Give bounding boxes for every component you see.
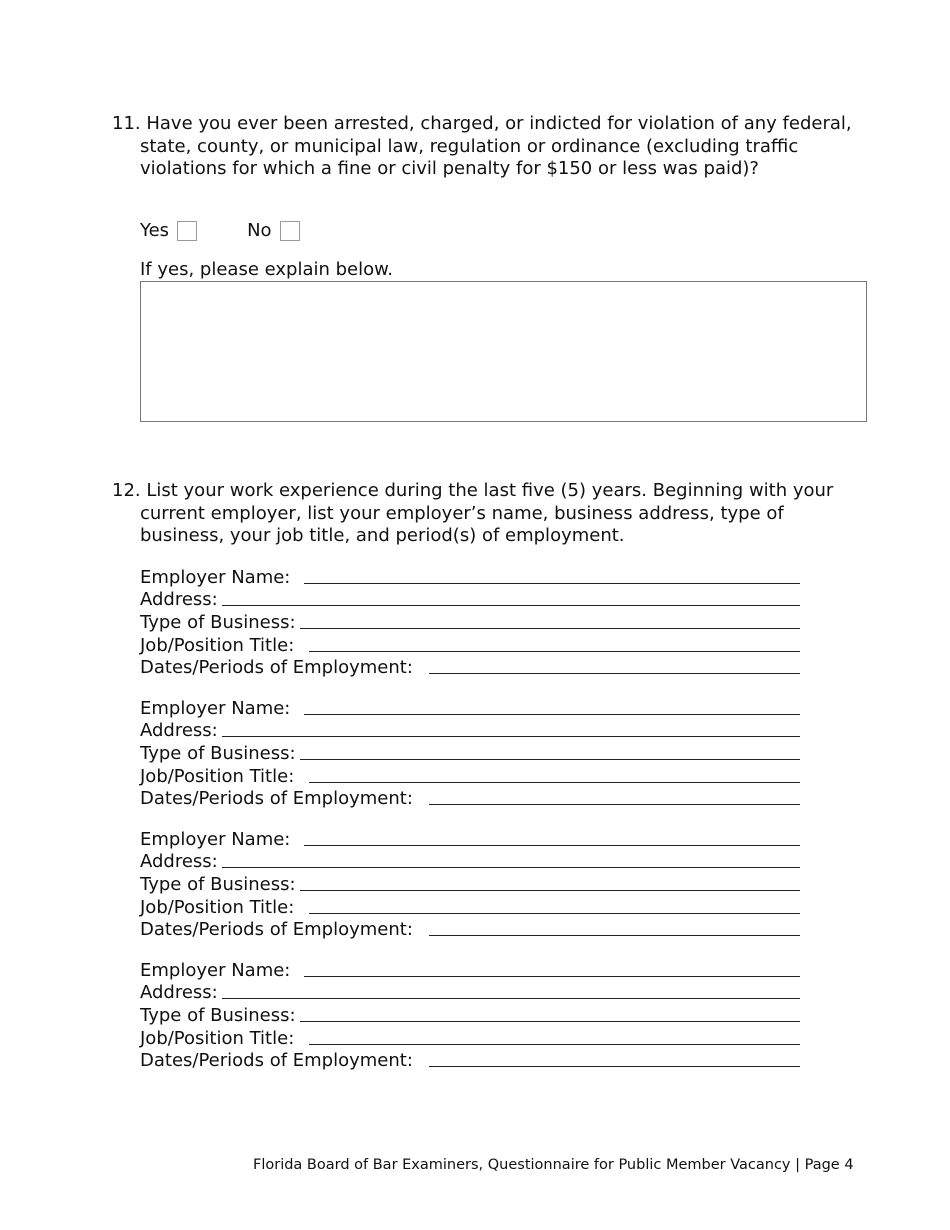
dates-field xyxy=(140,918,800,941)
address-field xyxy=(140,588,800,611)
explanation-textbox[interactable] xyxy=(140,281,867,422)
business-type-field xyxy=(140,1003,800,1026)
job-title-label: Job/Position Title: xyxy=(140,765,295,787)
dates-label: Dates/Periods of Employment: xyxy=(140,788,413,810)
job-title-field xyxy=(140,764,800,787)
question-11 xyxy=(112,113,852,181)
business-type-blank[interactable] xyxy=(300,872,800,891)
employer-block xyxy=(140,696,800,809)
job-title-blank[interactable] xyxy=(309,1026,800,1045)
address-label: Address: xyxy=(140,589,218,611)
employer-name-field xyxy=(140,958,800,981)
job-title-field xyxy=(140,1026,800,1049)
address-label: Address: xyxy=(140,982,218,1004)
business-type-label: Type of Business: xyxy=(140,1004,296,1026)
no-checkbox[interactable] xyxy=(280,221,300,241)
business-type-field xyxy=(140,741,800,764)
business-type-blank[interactable] xyxy=(300,1003,800,1022)
dates-label: Dates/Periods of Employment: xyxy=(140,1050,413,1072)
employer-block xyxy=(140,565,800,678)
employer-name-field xyxy=(140,827,800,850)
business-type-blank[interactable] xyxy=(300,741,800,760)
employer-block xyxy=(140,827,800,940)
job-title-field xyxy=(140,633,800,656)
address-blank[interactable] xyxy=(222,587,800,606)
employer-name-blank[interactable] xyxy=(304,565,800,584)
business-type-field xyxy=(140,872,800,895)
dates-blank[interactable] xyxy=(429,1048,800,1067)
address-field xyxy=(140,719,800,742)
business-type-label: Type of Business: xyxy=(140,612,296,634)
employer-list xyxy=(140,565,800,1089)
employer-name-field xyxy=(140,565,800,588)
dates-blank[interactable] xyxy=(429,786,800,805)
business-type-label: Type of Business: xyxy=(140,873,296,895)
employer-name-field xyxy=(140,696,800,719)
address-blank[interactable] xyxy=(222,980,800,999)
job-title-blank[interactable] xyxy=(309,764,800,783)
employer-name-blank[interactable] xyxy=(304,696,800,715)
employer-name-blank[interactable] xyxy=(304,958,800,977)
dates-blank[interactable] xyxy=(429,917,800,936)
dates-label: Dates/Periods of Employment: xyxy=(140,919,413,941)
employer-block xyxy=(140,958,800,1071)
address-field xyxy=(140,850,800,873)
question-12 xyxy=(112,480,852,548)
employer-name-label: Employer Name: xyxy=(140,697,291,719)
employer-name-label: Employer Name: xyxy=(140,828,291,850)
address-label: Address: xyxy=(140,720,218,742)
no-option[interactable] xyxy=(247,220,299,242)
employer-name-label: Employer Name: xyxy=(140,566,291,588)
yes-no-options xyxy=(140,220,350,242)
explain-label: If yes, please explain below. xyxy=(140,259,393,280)
yes-option[interactable] xyxy=(140,220,197,242)
question-12-text: 12. List your work experience during the last five (5) years. Beginning with your current employer, list your employer’s name, business address, type of business, your job title, and period(s) of employment. xyxy=(112,480,834,546)
dates-label: Dates/Periods of Employment: xyxy=(140,657,413,679)
job-title-blank[interactable] xyxy=(309,895,800,914)
dates-field xyxy=(140,787,800,810)
dates-field xyxy=(140,656,800,679)
address-blank[interactable] xyxy=(222,849,800,868)
address-label: Address: xyxy=(140,851,218,873)
yes-label: Yes xyxy=(140,220,170,241)
business-type-field xyxy=(140,610,800,633)
job-title-field xyxy=(140,895,800,918)
dates-field xyxy=(140,1049,800,1072)
page-footer: Florida Board of Bar Examiners, Questionnaire for Public Member Vacancy | Page 4 xyxy=(253,1157,854,1173)
business-type-blank[interactable] xyxy=(300,610,800,629)
employer-name-label: Employer Name: xyxy=(140,959,291,981)
job-title-label: Job/Position Title: xyxy=(140,1027,295,1049)
yes-checkbox[interactable] xyxy=(177,221,197,241)
employer-name-blank[interactable] xyxy=(304,827,800,846)
business-type-label: Type of Business: xyxy=(140,743,296,764)
no-label: No xyxy=(247,220,272,241)
question-11-text: 11. Have you ever been arrested, charged, or indicted for violation of any federal, state, county, or municipal law, regulation or ordinance (excluding traffic violations for which a fine or civil penalty for $150 or less was paid)? xyxy=(112,113,852,179)
address-field xyxy=(140,981,800,1004)
dates-blank[interactable] xyxy=(429,655,800,674)
address-blank[interactable] xyxy=(222,718,800,737)
job-title-label: Job/Position Title: xyxy=(140,896,295,918)
job-title-label: Job/Position Title: xyxy=(140,634,295,656)
job-title-blank[interactable] xyxy=(309,633,800,652)
